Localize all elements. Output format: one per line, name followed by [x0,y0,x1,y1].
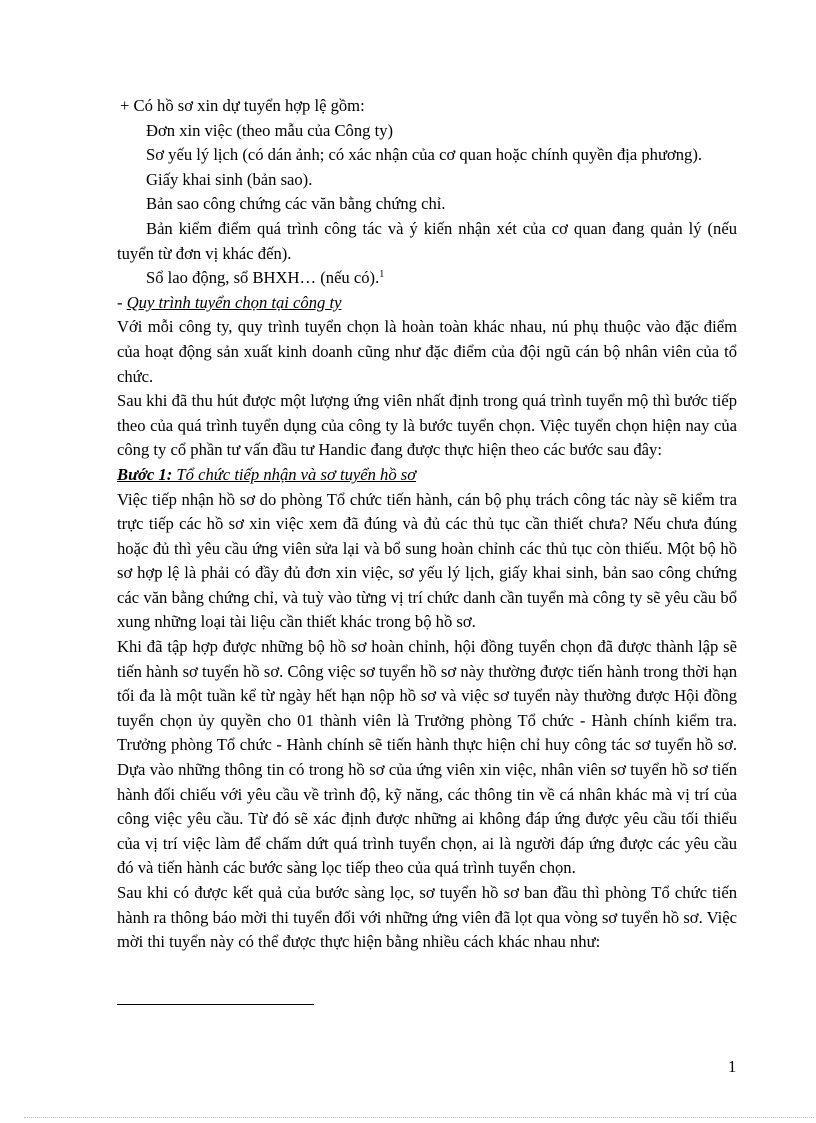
page-number: 1 [728,1057,737,1076]
section-heading [117,291,737,316]
requirements-title: + Có hồ sơ xin dự tuyển hợp lệ gồm: [120,96,365,115]
section-title: Quy trình tuyển chọn tại công ty [126,292,342,312]
footnote-reference: 1 [379,269,385,281]
requirement-item: Giấy khai sinh (bản sao). [146,169,313,189]
paragraph: Khi đã tập hợp được những bộ hồ sơ hoàn chỉnh, hội đồng tuyển chọn đã được thành lập sẽ tiến hành sơ tuyển hồ sơ. Công việc sơ tuyển hồ sơ này thường được tiến hành trong thời hạn tối đa là một tuần kể từ ngày hết hạn nộp hồ sơ và việc sơ tuyển này thường được Hội đồng tuyển chọn ủy quyền cho 01 thành viên là Trưởng phòng Tổ chức - Hành chính kiểm tra. Trưởng phòng Tổ chức - Hành chính sẽ tiến hành thực hiện chỉ huy công tác sơ tuyển hồ sơ. Dựa vào những thông tin có trong hồ sơ của ứng viên xin việc, nhân viên sơ tuyển hồ sơ tiến hành đối chiếu với yêu cầu về trình độ, kỹ năng, các thông tin về cá nhân khác mà vị trí của công việc yêu cầu. Từ đó sẽ xác định được những ai không đáp ứng được yêu cầu tối thiểu của vị trí việc làm để chấm dứt quá trình tuyển chọn, ai là người đáp ứng được các yêu cầu đó và tiến hành các bước sàng lọc tiếp theo của quá trình tuyển chọn. [117,637,737,878]
paragraph: Với mỗi công ty, quy trình tuyển chọn là hoàn toàn khác nhau, nú phụ thuộc vào đặc điểm của hoạt động sản xuất kinh doanh cũng như đặc điểm của đội ngũ cán bộ nhân viên của tổ chức. [117,317,737,386]
paragraph: Việc tiếp nhận hồ sơ do phòng Tổ chức tiến hành, cán bộ phụ trách công tác này sẽ kiểm tra trực tiếp các hồ sơ xin việc xem đã đúng và đủ các thủ tục cần thiết chưa? Nếu chưa đúng hoặc đủ thì yêu cầu ứng viên sửa lại và bổ sung hoàn chỉnh các thủ tục còn thiếu. Một bộ hồ sơ hợp lệ là phải có đầy đủ đơn xin việc, sơ yếu lý lịch, giấy khai sinh, bản sao công chứng các văn bằng chứng chỉ, và tuỳ vào từng vị trí chức danh cần tuyển mà công ty sẽ yêu cầu bổ xung những loại tài liệu cần thiết khác trong bộ hồ sơ. [117,489,737,632]
paragraph: Sau khi đã thu hút được một lượng ứng viên nhất định trong quá trình tuyển mộ thì bước tiếp theo của quá trình tuyển dụng của công ty là bước tuyển chọn. Việc tuyển chọn hiện nay của công ty cổ phần tư vấn đầu tư Handic đang được thực hiện theo các bước sau đây: [117,391,737,460]
step-title: Tổ chức tiếp nhận và sơ tuyển hồ sơ [172,464,417,484]
requirement-text: Sổ lao động, sổ BHXH… (nếu có). [146,268,380,288]
requirement-item: Bản sao công chứng các văn bằng chứng chỉ. [146,194,446,214]
requirement-item: Bản kiểm điểm quá trình công tác và ý kiến nhận xét của cơ quan đang quản lý (nếu tuyển từ đơn vị khác đến). [117,218,737,263]
step-label: Bước 1: [117,464,173,484]
section-prefix: - [117,292,127,312]
requirement-item: Đơn xin việc (theo mẫu của Công ty) [146,120,394,140]
page-bottom-border [24,1117,814,1118]
requirement-item-last [117,266,737,291]
document-body [117,94,737,955]
step-heading [117,463,737,488]
footnote-separator [117,1004,314,1005]
paragraph: Sau khi có được kết quả của bước sàng lọc, sơ tuyển hồ sơ ban đầu thì phòng Tổ chức tiến hành ra thông báo mời thi tuyển đối với những ứng viên đã lọt qua vòng sơ tuyển hồ sơ. Việc mời thi tuyển này có thể được thực hiện bằng nhiều cách khác nhau như: [117,883,737,952]
requirement-item: Sơ yếu lý lịch (có dán ảnh; có xác nhận của cơ quan hoặc chính quyền địa phương). [146,145,703,165]
